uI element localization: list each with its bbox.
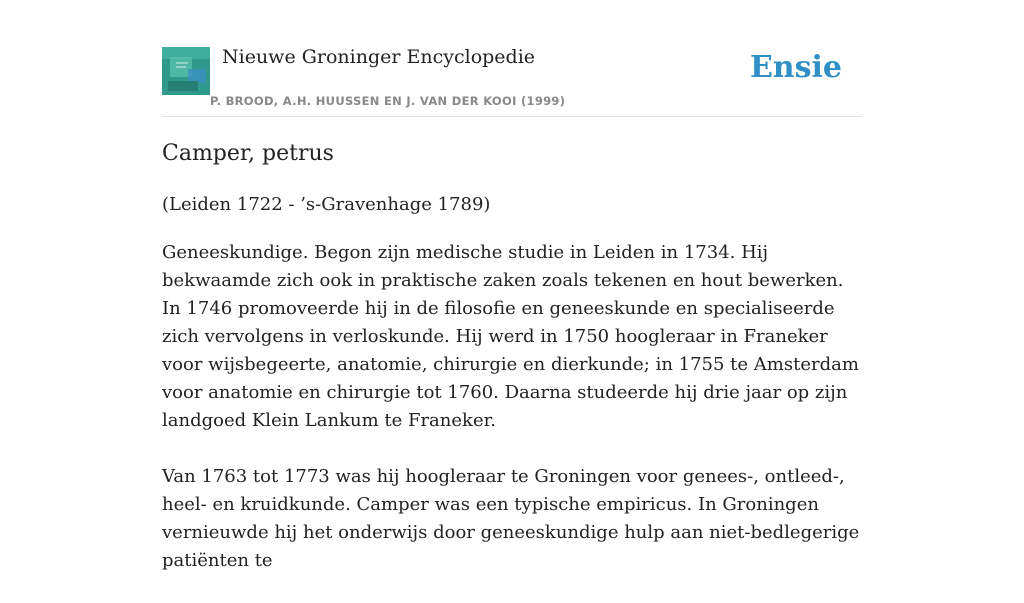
- book-cover-art: [162, 47, 210, 95]
- book-header: [162, 0, 862, 117]
- entry-body: [162, 239, 862, 603]
- entry-subtitle: (Leiden 1722 - ’s-Gravenhage 1789): [162, 194, 491, 215]
- entry-title: Camper, petrus: [162, 141, 334, 166]
- ensie-logo[interactable]: Ensie: [749, 50, 842, 85]
- entry-paragraph: Geneeskundige. Begon zijn medische studie in Leiden in 1734. Hij bekwaamde zich ook in praktische zaken zoals tekenen en hout bewerken. In 1746 promoveerde hij in de filosofie en geneeskunde en specialiseerde zich vervolgens in verloskunde. Hij werd in 1750 hoogleraar in Franeker voor wijsbegeerte, anatomie, chirurgie en dierkunde; in 1755 te Amsterdam voor anatomie en chirurgie tot 1760. Daarna studeerde hij drie jaar op zijn landgoed Klein Lankum te Franeker.: [162, 242, 859, 431]
- book-authors: P. BROOD, A.H. HUUSSEN EN J. VAN DER KOOI (1999): [210, 94, 566, 108]
- book-title[interactable]: Nieuwe Groninger Encyclopedie: [222, 46, 536, 68]
- entry-paragraph: Van 1763 tot 1773 was hij hoogleraar te Groningen voor genees-, ontleed-, heel- en kruidkunde. Camper was een typische empiricus. In Groningen vernieuwde hij het onderwijs door geneeskundige hulp aan niet-bedlegerige patiënten te: [162, 466, 860, 571]
- book-cover-image[interactable]: [162, 47, 210, 95]
